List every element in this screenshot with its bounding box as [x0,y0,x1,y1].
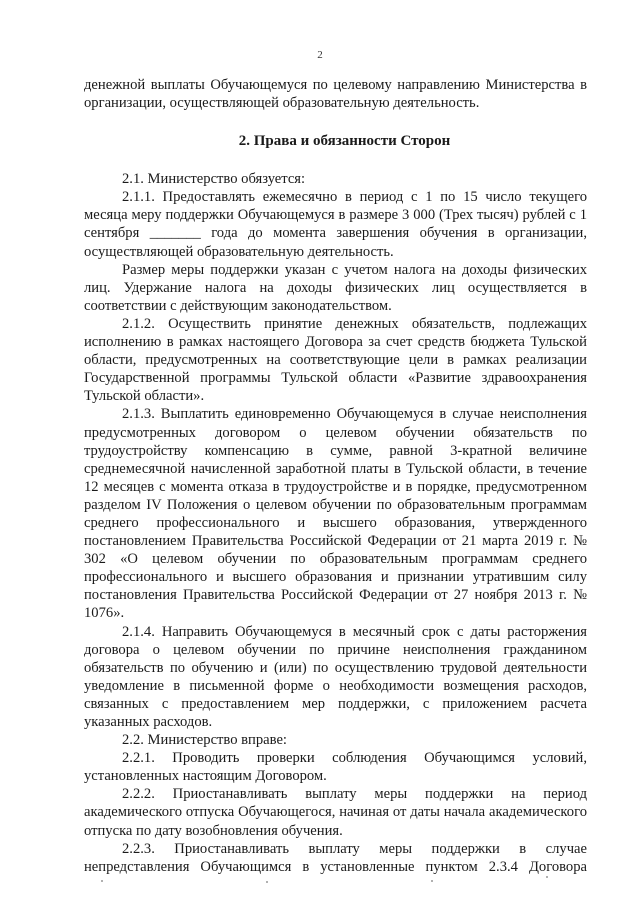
paragraph-2-1: 2.1. Министерство обязуется: [122,171,306,188]
paragraph-2-2-2: 2.2.2. Приостанавливать выплату меры поддержки на период академического отпуска Обучающегося, начиная от даты начала академического отпуска по дату возобновления обучения. [84,786,587,839]
paragraph-2-1-4: 2.1.4. Направить Обучающемуся в месячный срок с даты расторжения договора о целевом обучении по причине неисполнения гражданином обязательств по обучению и (или) по осуществлению трудовой деятельности уведомление в письменной форме о необходимости возмещения расходов, связанных с предоставлением мер поддержки, с приложением расчета указанных расходов. [84,623,587,730]
page-number: 2 [317,49,323,61]
paragraph-2-2-1: 2.2.1. Проводить проверки соблюдения Обучающимся условий, установленных настоящим Договором. [84,750,587,785]
section-title: 2. Права и обязанности Сторон [238,133,451,150]
document-body [84,76,587,876]
intro-paragraph: денежной выплаты Обучающемуся по целевому направлению Министерства в организации, осуществляющей образовательную деятельность. [84,77,587,112]
scan-speck [431,880,433,882]
paragraph-2-1-3: 2.1.3. Выплатить единовременно Обучающемуся в случае неисполнения предусмотренных договором о целевом обучении обязательств по трудоустройству компенсацию в сумме, равной 3-кратной величине среднемесячной начисленной заработной платы в Тульской области, в течение 12 месяцев с момента отказа в трудоустройстве и в порядке, предусмотренном разделом IV Положения о целевом обучении по образовательным программам среднего профессионального и высшего образования, утвержденного постановлением Правительства Российской Федерации от 21 марта 2019 г. № 302 «О целевом обучении по образовательным программам среднего профессионального и высшего образования и признании утратившим силу постановления Правительства Российской Федерации от 27 ноября 2013 г. № 1076». [84,406,587,622]
scan-speck [546,876,548,878]
scan-specks [0,880,640,890]
paragraph-2-2: 2.2. Министерство вправе: [122,732,287,749]
paragraph-tax-note: Размер меры поддержки указан с учетом налога на доходы физических лиц. Удержание налога на доходы физических лиц осуществляется в соответствии с действующим законодательством. [84,261,587,314]
paragraph-2-1-1: 2.1.1. Предоставлять ежемесячно в период с 1 по 15 число текущего месяца меру поддержки Обучающемуся в размере 3 000 (Трех тысяч) рублей с 1 сентября _______ года до момента завершения обучения в организации, осуществляющей образовательную деятельность. [84,189,587,260]
paragraph-2-1-2: 2.1.2. Осуществить принятие денежных обязательств, подлежащих исполнению в рамках настоящего Договора за счет средств бюджета Тульской области, предусмотренных на соответствующие цели в рамках реализации Государственной программы Тульской области «Развитие здравоохранения Тульской области». [84,315,587,405]
scan-speck [101,880,103,882]
scan-speck [266,881,268,883]
paragraph-2-2-3: 2.2.3. Приостанавливать выплату меры поддержки в случае непредставления Обучающимся в установленные пунктом 2.3.4 Договора [84,840,587,875]
